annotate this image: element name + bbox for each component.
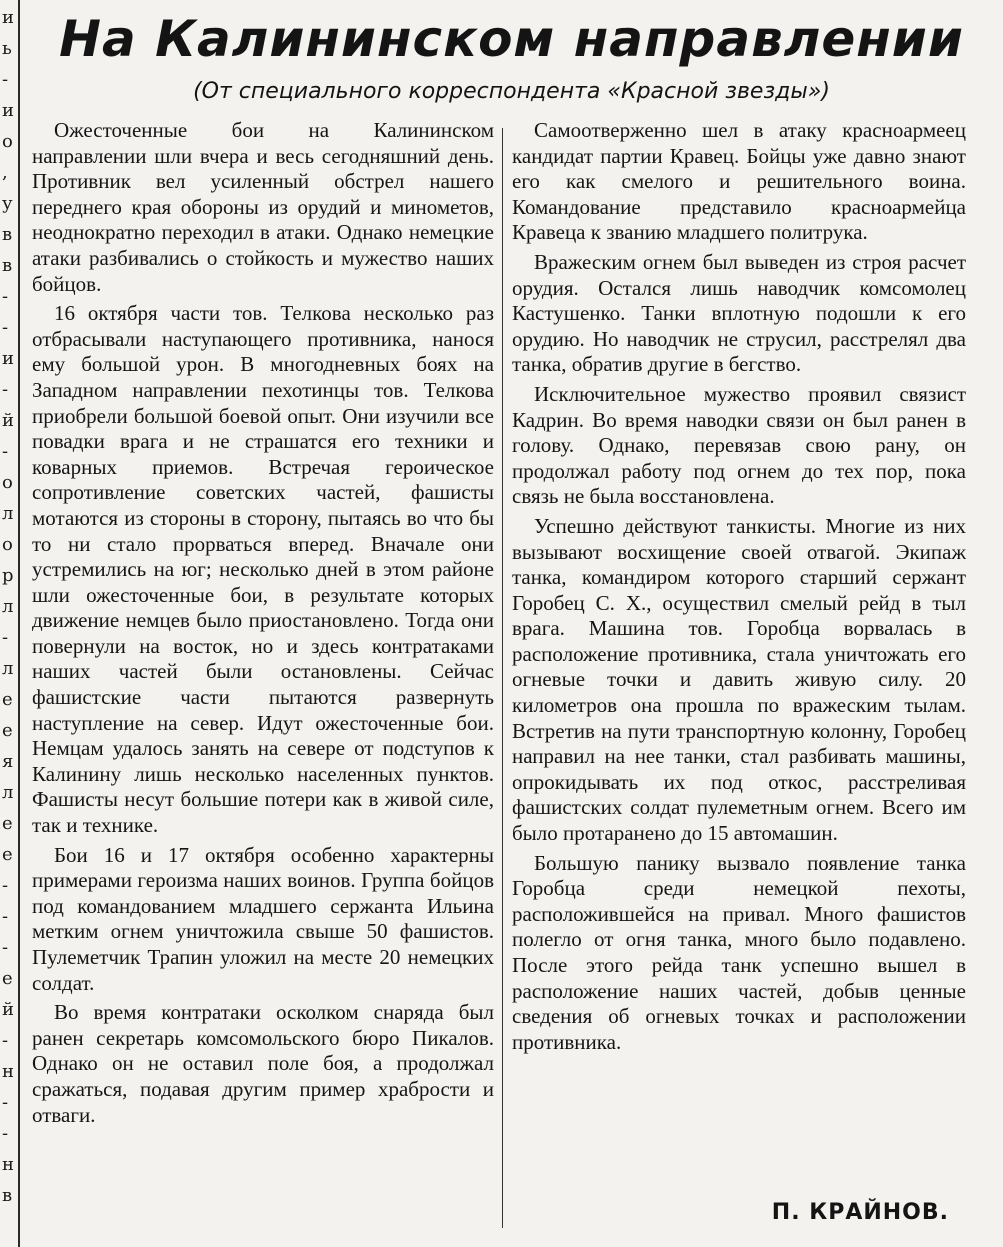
edge-fragment: - [2, 1123, 9, 1144]
edge-fragment: р [2, 565, 14, 586]
edge-fragment: л [2, 596, 14, 617]
edge-fragment: - [2, 1030, 9, 1051]
edge-fragment: я [2, 751, 14, 772]
paragraph: Ожесточенные бои на Калининском направлении шли вчера и весь сегодняшний день. Противник вел усиленный обстрел нашего переднего края обороны из орудий и минометов, неоднократно переходил в атаки. Однако немецкие атаки разбивались о стойкость и мужество наших бойцов. [32, 118, 494, 296]
edge-fragment: й [2, 999, 14, 1020]
edge-fragment: - [2, 627, 9, 648]
edge-fragment: е [2, 844, 13, 865]
edge-fragment: л [2, 658, 14, 679]
paragraph: Самоотверженно шел в атаку красноармеец кандидат партии Кравец. Бойцы уже давно знают его как смелого и решительного воина. Командование представило красноармейца Кравеца к званию младшего политрука. [512, 118, 966, 245]
edge-fragment: у [2, 193, 13, 214]
edge-fragment: ь [2, 38, 12, 59]
edge-fragment: и [2, 348, 14, 369]
edge-fragment: в [2, 255, 13, 276]
edge-fragment: е [2, 968, 13, 989]
edge-fragment: е [2, 689, 13, 710]
edge-fragment: - [2, 1092, 9, 1113]
paragraph: Большую панику вызвало появление танка Горобца среди немецкой пехоты, расположившейся на привал. Много фашистов полегло от огня танка, много было подавлено. После этого рейда танк успешно вышел в расположение наших частей, добыв ценные сведения об огневых точках и расположении противника. [512, 850, 966, 1054]
edge-fragment: л [2, 782, 14, 803]
paragraph: 16 октября части тов. Телкова несколько раз отбрасывали наступающего противника, нанося ему большой урон. В многодневных боях на Западном направлении пехотинцы тов. Телкова приобрели большой боевой опыт. Они изучили все повадки врага и не страшатся его техники и коварных приемов. Встречая героическое сопротивление советских частей, фашисты мотаются из стороны в сторону, пытаясь во что бы то ни стало прорваться вперед. Вначале они устремились на юг; несколько дней в этом районе шли ожесточенные бои, в результате которых движение немцев было приостановлено. Тогда они повернули на восток, но и здесь контратаками наших частей были остановлены. Сейчас фашистские части пытаются развернуть наступление на север. Идут ожесточенные бои. Немцам удалось занять на севере от подступов к Калинину лишь несколько населенных пунктов. Фашисты несут большие потери как в живой силе, так и технике. [32, 301, 494, 838]
right-column [512, 118, 966, 1055]
paragraph: Исключительное мужество проявил связист Кадрин. Во время наводки связи он был ранен в голову. Однако, перевязав свою рану, он продолжал работу под огнем до тех пор, пока связь не была восстановлена. [512, 381, 966, 509]
edge-fragment: н [2, 1061, 14, 1082]
left-column [32, 118, 494, 1128]
article-subheadline: (От специального корреспондента «Красной звезды») [193, 79, 830, 104]
paragraph: Вражеским огнем был выведен из строя расчет орудия. Остался лишь наводчик комсомолец Кастушенко. Танки вплотную подошли к его орудию. Но наводчик не струсил, расстрелял два танка, обратив другие в бегство. [512, 249, 966, 377]
edge-fragment: е [2, 720, 13, 741]
edge-fragment: - [2, 441, 9, 462]
edge-fragment: , [2, 162, 8, 183]
paragraph: Бои 16 и 17 октября особенно характерны примерами героизма наших воинов. Группа бойцов под командованием младшего сержанта Ильина метким огнем уничтожила свыше 50 фашистов. Пулеметчик Трапин уложил на месте 20 немецких солдат. [32, 842, 494, 995]
edge-fragment: - [2, 69, 9, 90]
paragraph: Успешно действуют танкисты. Многие из них вызывают восхищение своей отвагой. Экипаж танка, командиром которого старший сержант Горобец С. Х., осуществил смелый рейд в тыл врага. Машина тов. Горобца ворвалась в расположение противника, стала уничтожать его огневые точки и давить живую силу. 20 километров она прошла по вражеским тылам. Встретив на пути транспортную колонну, Горобец направил на нее танки, стал разбивать машины, опрокидывать их под откос, расстреливая фашистских солдат пулеметным огнем. Всего им было протаранено до 15 автомашин. [512, 513, 966, 846]
edge-fragment: - [2, 937, 9, 958]
edge-fragment: о [2, 534, 13, 555]
edge-fragment: о [2, 472, 13, 493]
author-signature: П. КРАЙНОВ. [771, 1200, 949, 1225]
edge-fragment: в [2, 224, 13, 245]
paragraph: Во время контратаки осколком снаряда был ранен секретарь комсомольского бюро Пикалов. Однако он не оставил поле боя, а продолжал сражаться, подавая другим пример храбрости и отваги. [32, 1000, 494, 1127]
edge-fragment: и [2, 100, 14, 121]
edge-fragment: й [2, 410, 14, 431]
edge-fragment: - [2, 875, 9, 896]
edge-fragment: о [2, 131, 13, 152]
edge-fragment: - [2, 286, 9, 307]
edge-fragment: н [2, 1154, 14, 1175]
article-headline: На Калининском направлении [59, 10, 964, 68]
edge-fragment: и [2, 7, 14, 28]
edge-fragment: - [2, 379, 9, 400]
edge-fragment: е [2, 813, 13, 834]
adjacent-column-fragment [0, 0, 20, 1247]
column-divider [502, 128, 503, 1228]
edge-fragment: - [2, 906, 9, 927]
edge-fragment: - [2, 317, 9, 338]
edge-fragment: в [2, 1185, 13, 1206]
edge-fragment: л [2, 503, 14, 524]
